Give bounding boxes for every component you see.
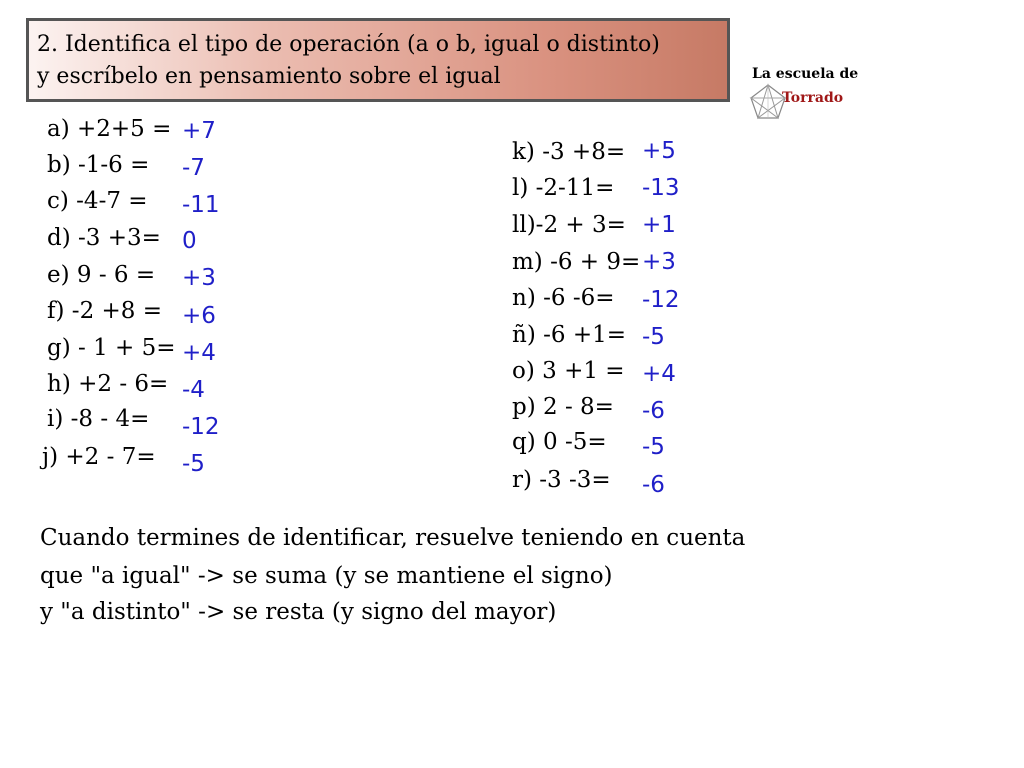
title-line-2: y escríbelo en pensamiento sobre el igual (37, 64, 501, 89)
left-exercise-expression: j) +2 - 7= (42, 444, 156, 470)
right-exercise-answer: -6 (642, 398, 665, 424)
right-exercise-expression: n) -6 -6= (512, 285, 615, 311)
left-exercise-answer: +7 (182, 118, 216, 144)
right-exercise-answer: -6 (642, 472, 665, 498)
instruction-line-2: que "a igual" -> se suma (y se mantiene el signo) (40, 563, 613, 589)
right-exercise-answer: +3 (642, 249, 676, 275)
left-exercise-expression: f) -2 +8 = (47, 298, 162, 324)
right-exercise-answer: +1 (642, 212, 676, 238)
title-banner (26, 18, 730, 102)
instruction-line-1: Cuando termines de identificar, resuelve teniendo en cuenta (40, 525, 746, 551)
left-exercise-answer: +4 (182, 340, 216, 366)
right-exercise-expression: l) -2-11= (512, 175, 615, 201)
right-exercise-expression: ñ) -6 +1= (512, 322, 626, 348)
right-exercise-expression: q) 0 -5= (512, 429, 607, 455)
right-exercise-answer: +4 (642, 361, 676, 387)
logo-text-line-2: Torrado (782, 90, 844, 106)
right-exercise-expression: r) -3 -3= (512, 467, 611, 493)
left-exercise-expression: c) -4-7 = (47, 188, 148, 214)
left-exercise-answer: +3 (182, 265, 216, 291)
left-exercise-answer: -7 (182, 155, 205, 181)
left-exercise-expression: e) 9 - 6 = (47, 262, 156, 288)
right-exercise-expression: m) -6 + 9= (512, 249, 641, 275)
school-logo (748, 66, 858, 124)
right-exercise-expression: ll)-2 + 3= (512, 212, 626, 238)
left-exercise-answer: -11 (182, 192, 220, 218)
right-exercise-answer: -5 (642, 434, 665, 460)
right-exercise-answer: -12 (642, 287, 680, 313)
left-exercise-expression: d) -3 +3= (47, 225, 161, 251)
left-exercise-expression: h) +2 - 6= (47, 371, 169, 397)
title-line-1: 2. Identifica el tipo de operación (a o b, igual o distinto) (37, 32, 660, 57)
left-exercise-expression: g) - 1 + 5= (47, 335, 176, 361)
left-exercise-expression: i) -8 - 4= (47, 406, 150, 432)
left-exercise-answer: -12 (182, 414, 220, 440)
left-exercise-expression: b) -1-6 = (47, 152, 150, 178)
left-exercise-answer: -5 (182, 451, 205, 477)
right-exercise-answer: -13 (642, 175, 680, 201)
right-exercise-expression: o) 3 +1 = (512, 358, 625, 384)
right-exercise-answer: +5 (642, 138, 676, 164)
right-exercise-expression: p) 2 - 8= (512, 394, 614, 420)
logo-text-line-1: La escuela de (752, 66, 859, 82)
right-exercise-expression: k) -3 +8= (512, 139, 626, 165)
right-exercise-answer: -5 (642, 324, 665, 350)
left-exercise-answer: 0 (182, 228, 197, 254)
left-exercise-answer: +6 (182, 303, 216, 329)
left-exercise-answer: -4 (182, 377, 205, 403)
instruction-line-3: y "a distinto" -> se resta (y signo del mayor) (40, 599, 557, 625)
left-exercise-expression: a) +2+5 = (47, 116, 172, 142)
